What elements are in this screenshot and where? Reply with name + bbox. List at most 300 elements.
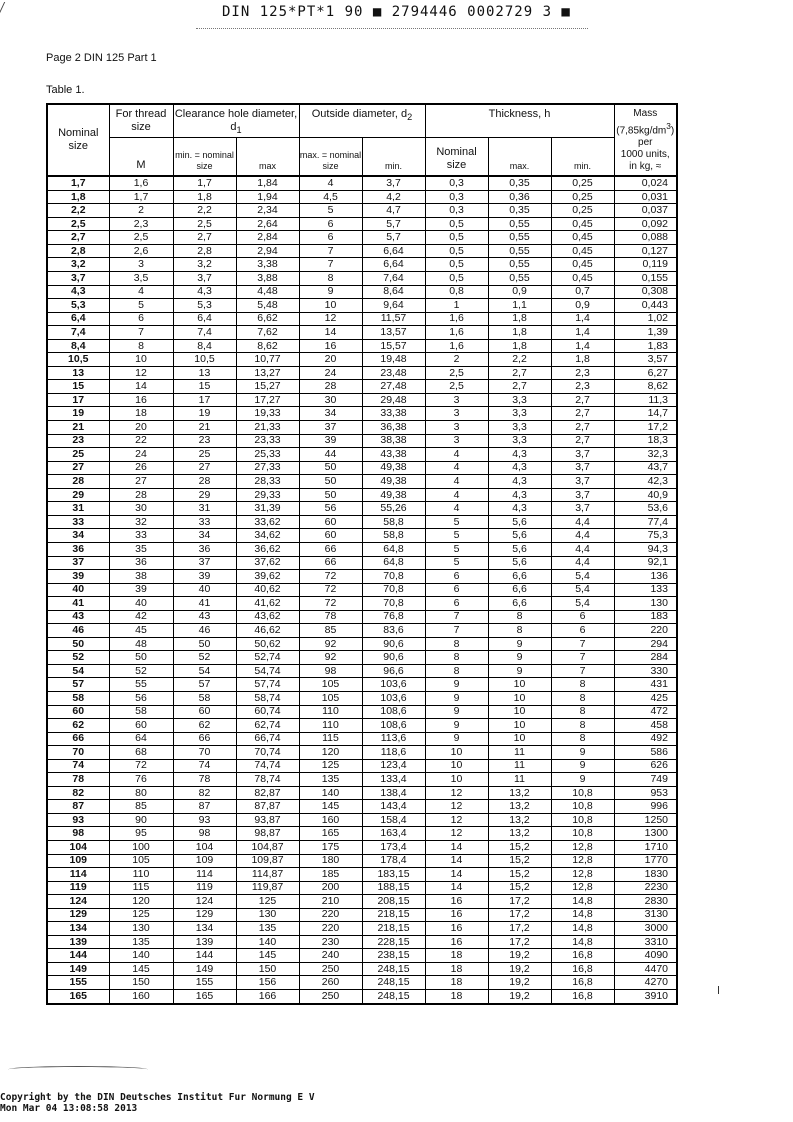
col-thread-size: For thread size (109, 104, 173, 138)
table-cell: 53,6 (614, 502, 677, 516)
table-cell: 145 (236, 949, 299, 963)
table-cell: 586 (614, 746, 677, 760)
table-cell: 93,87 (236, 813, 299, 827)
table-cell: 3,7 (551, 475, 614, 489)
table-cell: 124 (47, 895, 109, 909)
table-cell: 1 (425, 299, 488, 313)
table-cell: 0,092 (614, 217, 677, 231)
table-cell: 2,2 (173, 204, 236, 218)
table-cell: 2,7 (488, 380, 551, 394)
table-cell: 78 (47, 773, 109, 787)
table-cell: 50 (299, 461, 362, 475)
table-row (47, 176, 677, 190)
table-cell: 95 (109, 827, 173, 841)
table-cell: 14 (299, 326, 362, 340)
table-cell: 30 (299, 393, 362, 407)
table-cell: 8,4 (173, 339, 236, 353)
table-cell: 20 (299, 353, 362, 367)
table-cell: 10,77 (236, 353, 299, 367)
table-cell: 1,6 (425, 339, 488, 353)
table-cell: 9,64 (362, 299, 425, 313)
col-outside-min: min. (362, 138, 425, 177)
table-cell: 8 (551, 719, 614, 733)
table-cell: 98 (299, 664, 362, 678)
table-cell: 78,74 (236, 773, 299, 787)
table-cell: 136 (614, 570, 677, 584)
table-cell: 49,38 (362, 461, 425, 475)
table-row (47, 773, 677, 787)
table-cell: 87 (173, 800, 236, 814)
table-cell: 82 (173, 786, 236, 800)
table-cell: 40,9 (614, 488, 677, 502)
table-cell: 18 (425, 976, 488, 990)
table-cell: 0,5 (425, 272, 488, 286)
col-thickness: Thickness, h (425, 104, 614, 138)
table-cell: 52 (47, 651, 109, 665)
table-body (47, 176, 677, 1003)
table-cell: 2 (425, 353, 488, 367)
table-cell: 11,3 (614, 393, 677, 407)
table-cell: 43,62 (236, 610, 299, 624)
table-cell: 17,2 (614, 421, 677, 435)
table-cell: 28 (299, 380, 362, 394)
table-cell: 114,87 (236, 868, 299, 882)
table-row (47, 434, 677, 448)
table-cell: 42 (109, 610, 173, 624)
table-cell: 2830 (614, 895, 677, 909)
table-cell: 8 (488, 624, 551, 638)
table-cell: 0,45 (551, 258, 614, 272)
table-cell: 114 (173, 868, 236, 882)
table-cell: 87,87 (236, 800, 299, 814)
corner-mark (0, 2, 15, 20)
table-cell: 7 (551, 637, 614, 651)
table-cell: 2 (109, 204, 173, 218)
table-row (47, 651, 677, 665)
table-cell: 37,62 (236, 556, 299, 570)
table-cell: 70,8 (362, 570, 425, 584)
table-cell: 25 (47, 448, 109, 462)
table-cell: 10 (488, 719, 551, 733)
table-cell: 3130 (614, 908, 677, 922)
table-cell: 3,3 (488, 421, 551, 435)
table-cell: 1830 (614, 868, 677, 882)
table-cell: 9 (551, 759, 614, 773)
table-cell: 6 (425, 570, 488, 584)
table-cell: 0,3 (425, 190, 488, 204)
table-cell: 36 (173, 542, 236, 556)
table-cell: 4,5 (299, 190, 362, 204)
table-cell: 23 (47, 434, 109, 448)
table-cell: 431 (614, 678, 677, 692)
table-cell: 24 (109, 448, 173, 462)
table-cell: 4,3 (488, 448, 551, 462)
table-cell: 82 (47, 786, 109, 800)
table-cell: 7,64 (362, 272, 425, 286)
table-cell: 129 (173, 908, 236, 922)
table-cell: 4,3 (488, 488, 551, 502)
table-cell: 1,83 (614, 339, 677, 353)
table-cell: 1,4 (551, 326, 614, 340)
document-code-header: DIN 125*PT*1 90 ■ 2794446 0002729 3 ■ (222, 4, 571, 20)
table-cell: 8,64 (362, 285, 425, 299)
table-cell: 140 (109, 949, 173, 963)
table-cell: 2,2 (488, 353, 551, 367)
table-cell: 1250 (614, 813, 677, 827)
table-cell: 8 (488, 610, 551, 624)
table-cell: 66,74 (236, 732, 299, 746)
table-cell: 1,6 (109, 176, 173, 190)
table-cell: 21 (47, 421, 109, 435)
table-cell: 36,62 (236, 542, 299, 556)
table-cell: 0,127 (614, 244, 677, 258)
table-cell: 18,3 (614, 434, 677, 448)
col-thread-m: M (109, 138, 173, 177)
table-cell: 48 (109, 637, 173, 651)
table-cell: 2230 (614, 881, 677, 895)
table-cell: 13,2 (488, 786, 551, 800)
table-cell: 294 (614, 637, 677, 651)
table-cell: 2,8 (173, 244, 236, 258)
table-cell: 58 (109, 705, 173, 719)
table-cell: 248,15 (362, 962, 425, 976)
table-cell: 10 (488, 691, 551, 705)
table-cell: 166 (236, 990, 299, 1004)
table-cell: 0,088 (614, 231, 677, 245)
table-cell: 2,2 (47, 204, 109, 218)
table-cell: 1710 (614, 840, 677, 854)
table-cell: 14,8 (551, 935, 614, 949)
table-cell: 130 (236, 908, 299, 922)
table-cell: 104 (47, 840, 109, 854)
table-cell: 6 (299, 217, 362, 231)
table-row (47, 488, 677, 502)
table-cell: 110 (299, 705, 362, 719)
table-cell: 1,8 (488, 312, 551, 326)
col-thickness-max: max. (488, 138, 551, 177)
table-cell: 13 (47, 366, 109, 380)
table-cell: 30 (109, 502, 173, 516)
table-cell: 19,2 (488, 962, 551, 976)
table-cell: 5 (425, 542, 488, 556)
table-cell: 6,64 (362, 258, 425, 272)
table-cell: 17,2 (488, 935, 551, 949)
table-row (47, 610, 677, 624)
table-cell: 12,8 (551, 881, 614, 895)
timestamp-line: Mon Mar 04 13:08:58 2013 (0, 1103, 138, 1114)
table-cell: 5 (425, 556, 488, 570)
table-cell: 0,024 (614, 176, 677, 190)
table-cell: 109,87 (236, 854, 299, 868)
table-cell: 4 (299, 176, 362, 190)
table-cell: 0,119 (614, 258, 677, 272)
table-cell: 3 (109, 258, 173, 272)
table-cell: 4,7 (362, 204, 425, 218)
table-cell: 98 (47, 827, 109, 841)
table-cell: 7,4 (173, 326, 236, 340)
table-row (47, 732, 677, 746)
table-cell: 6,6 (488, 597, 551, 611)
table-row (47, 868, 677, 882)
table-cell: 1,8 (488, 326, 551, 340)
table-cell: 0,155 (614, 272, 677, 286)
table-cell: 33 (47, 515, 109, 529)
table-row (47, 895, 677, 909)
table-cell: 36,38 (362, 421, 425, 435)
table-cell: 1,7 (173, 176, 236, 190)
table-cell: 0,55 (488, 272, 551, 286)
table-row (47, 990, 677, 1004)
table-cell: 23,48 (362, 366, 425, 380)
table-cell: 5,3 (173, 299, 236, 313)
table-cell: 120 (299, 746, 362, 760)
table-cell: 72 (299, 597, 362, 611)
table-cell: 3,57 (614, 353, 677, 367)
table-cell: 37 (299, 421, 362, 435)
col-thickness-min: min. (551, 138, 614, 177)
table-cell: 13,57 (362, 326, 425, 340)
table-cell: 70 (47, 746, 109, 760)
table-row (47, 461, 677, 475)
table-cell: 23,33 (236, 434, 299, 448)
table-cell: 34 (47, 529, 109, 543)
table-row (47, 515, 677, 529)
table-cell: 5,6 (488, 515, 551, 529)
table-cell: 6,6 (488, 570, 551, 584)
mass-line5: in kg, ≈ (629, 161, 662, 173)
col-thickness-nominal: Nominal size (425, 138, 488, 177)
table-cell: 10,5 (47, 353, 109, 367)
table-cell: 43 (47, 610, 109, 624)
table-cell: 72 (109, 759, 173, 773)
table-cell: 2,7 (551, 421, 614, 435)
table-cell: 10 (425, 759, 488, 773)
table-cell: 6 (299, 231, 362, 245)
table-cell: 27 (47, 461, 109, 475)
table-cell: 98 (173, 827, 236, 841)
table-cell: 1,1 (488, 299, 551, 313)
table-cell: 62,74 (236, 719, 299, 733)
table-row (47, 339, 677, 353)
table-cell: 109 (47, 854, 109, 868)
table-cell: 0,35 (488, 204, 551, 218)
table-cell: 18 (425, 962, 488, 976)
table-cell: 135 (109, 935, 173, 949)
table-cell: 16,8 (551, 990, 614, 1004)
table-row (47, 244, 677, 258)
table-cell: 62 (173, 719, 236, 733)
table-cell: 39 (299, 434, 362, 448)
table-cell: 87 (47, 800, 109, 814)
table-cell: 43,38 (362, 448, 425, 462)
table-cell: 92 (299, 651, 362, 665)
table-cell: 64,8 (362, 542, 425, 556)
table-cell: 34 (173, 529, 236, 543)
table-row (47, 529, 677, 543)
table-cell: 5,7 (362, 231, 425, 245)
table-cell: 9 (551, 773, 614, 787)
table-cell: 29 (47, 488, 109, 502)
table-cell: 155 (173, 976, 236, 990)
table-row (47, 705, 677, 719)
table-cell: 220 (614, 624, 677, 638)
table-cell: 218,15 (362, 908, 425, 922)
table-row (47, 624, 677, 638)
table-cell: 144 (47, 949, 109, 963)
table-cell: 0,25 (551, 190, 614, 204)
table-cell: 85 (109, 800, 173, 814)
table-cell: 72 (299, 570, 362, 584)
table-cell: 330 (614, 664, 677, 678)
table-title: Table 1. (46, 84, 85, 96)
table-cell: 3,2 (173, 258, 236, 272)
table-cell: 238,15 (362, 949, 425, 963)
table-row (47, 664, 677, 678)
table-cell: 105 (109, 854, 173, 868)
table-cell: 12,8 (551, 840, 614, 854)
table-cell: 472 (614, 705, 677, 719)
table-cell: 5 (425, 515, 488, 529)
table-cell: 3,5 (109, 272, 173, 286)
table-cell: 4,4 (551, 556, 614, 570)
mass-line3: per (638, 137, 653, 149)
table-cell: 3,3 (488, 407, 551, 421)
table-cell: 66 (173, 732, 236, 746)
table-cell: 2,7 (173, 231, 236, 245)
table-cell: 33 (173, 515, 236, 529)
table-cell: 210 (299, 895, 362, 909)
table-cell: 133,4 (362, 773, 425, 787)
table-row (47, 475, 677, 489)
table-cell: 8,4 (47, 339, 109, 353)
table-row (47, 570, 677, 584)
table-cell: 39 (47, 570, 109, 584)
table-row (47, 312, 677, 326)
table-cell: 20 (109, 421, 173, 435)
table-row (47, 800, 677, 814)
table-cell: 4,4 (551, 542, 614, 556)
table-cell: 46 (173, 624, 236, 638)
table-cell: 58 (47, 691, 109, 705)
table-cell: 0,25 (551, 176, 614, 190)
header-rule (196, 28, 588, 29)
table-row (47, 691, 677, 705)
table-cell: 21 (173, 421, 236, 435)
table-cell: 18 (425, 990, 488, 1004)
table-cell: 13,2 (488, 827, 551, 841)
table-cell: 50 (299, 475, 362, 489)
table-cell: 4,3 (488, 461, 551, 475)
table-cell: 10,8 (551, 827, 614, 841)
table-cell: 133 (614, 583, 677, 597)
table-cell: 130 (614, 597, 677, 611)
table-cell: 23 (173, 434, 236, 448)
washer-dimensions-table (46, 103, 678, 1005)
table-cell: 52,74 (236, 651, 299, 665)
table-cell: 1,8 (173, 190, 236, 204)
table-cell: 70,8 (362, 597, 425, 611)
table-cell: 16,8 (551, 976, 614, 990)
table-cell: 74 (47, 759, 109, 773)
table-cell: 41 (173, 597, 236, 611)
clearance-subscript: 1 (236, 125, 242, 136)
table-cell: 458 (614, 719, 677, 733)
table-cell: 16,8 (551, 962, 614, 976)
table-cell: 2,34 (236, 204, 299, 218)
table-cell: 76,8 (362, 610, 425, 624)
table-cell: 15,2 (488, 868, 551, 882)
table-cell: 12 (425, 800, 488, 814)
table-cell: 27 (173, 461, 236, 475)
table-cell: 173,4 (362, 840, 425, 854)
table-cell: 248,15 (362, 976, 425, 990)
table-cell: 3 (425, 407, 488, 421)
table-cell: 38 (109, 570, 173, 584)
mass-line4: 1000 units, (620, 149, 670, 161)
table-cell: 0,308 (614, 285, 677, 299)
table-cell: 165 (299, 827, 362, 841)
table-row (47, 217, 677, 231)
table-cell: 3,7 (551, 488, 614, 502)
table-cell: 119,87 (236, 881, 299, 895)
table-row (47, 502, 677, 516)
table-cell: 2,7 (551, 407, 614, 421)
table-cell: 1,7 (109, 190, 173, 204)
table-cell: 8 (425, 651, 488, 665)
table-cell: 8 (551, 691, 614, 705)
table-cell: 11,57 (362, 312, 425, 326)
table-cell: 12 (299, 312, 362, 326)
mass-line2: (7,85kg/dm (616, 125, 667, 137)
table-cell: 92,1 (614, 556, 677, 570)
table-cell: 50,62 (236, 637, 299, 651)
table-cell: 28 (109, 488, 173, 502)
table-cell: 2,64 (236, 217, 299, 231)
table-cell: 0,5 (425, 231, 488, 245)
table-cell: 13 (173, 366, 236, 380)
table-cell: 78 (299, 610, 362, 624)
table-cell: 70,74 (236, 746, 299, 760)
table-cell: 25,33 (236, 448, 299, 462)
table-cell: 17 (47, 393, 109, 407)
table-cell: 6 (425, 583, 488, 597)
table-cell: 143,4 (362, 800, 425, 814)
table-cell: 6,4 (173, 312, 236, 326)
table-cell: 5 (299, 204, 362, 218)
table-cell: 2,7 (551, 393, 614, 407)
table-cell: 165 (47, 990, 109, 1004)
table-cell: 40 (109, 597, 173, 611)
table-cell: 6,64 (362, 244, 425, 258)
table-cell: 82,87 (236, 786, 299, 800)
table-cell: 180 (299, 854, 362, 868)
table-row (47, 813, 677, 827)
table-cell: 2,5 (109, 231, 173, 245)
table-cell: 119 (47, 881, 109, 895)
table-cell: 12,8 (551, 868, 614, 882)
table-row (47, 786, 677, 800)
table-cell: 50 (109, 651, 173, 665)
copyright-line: Copyright by the DIN Deutsches Institut Fur Normung E V (0, 1092, 315, 1103)
table-cell: 183,15 (362, 868, 425, 882)
table-cell: 42,3 (614, 475, 677, 489)
table-cell: 90 (109, 813, 173, 827)
table-cell: 145 (299, 800, 362, 814)
table-cell: 10,8 (551, 813, 614, 827)
table-cell: 492 (614, 732, 677, 746)
table-cell: 50 (47, 637, 109, 651)
table-cell: 26 (109, 461, 173, 475)
